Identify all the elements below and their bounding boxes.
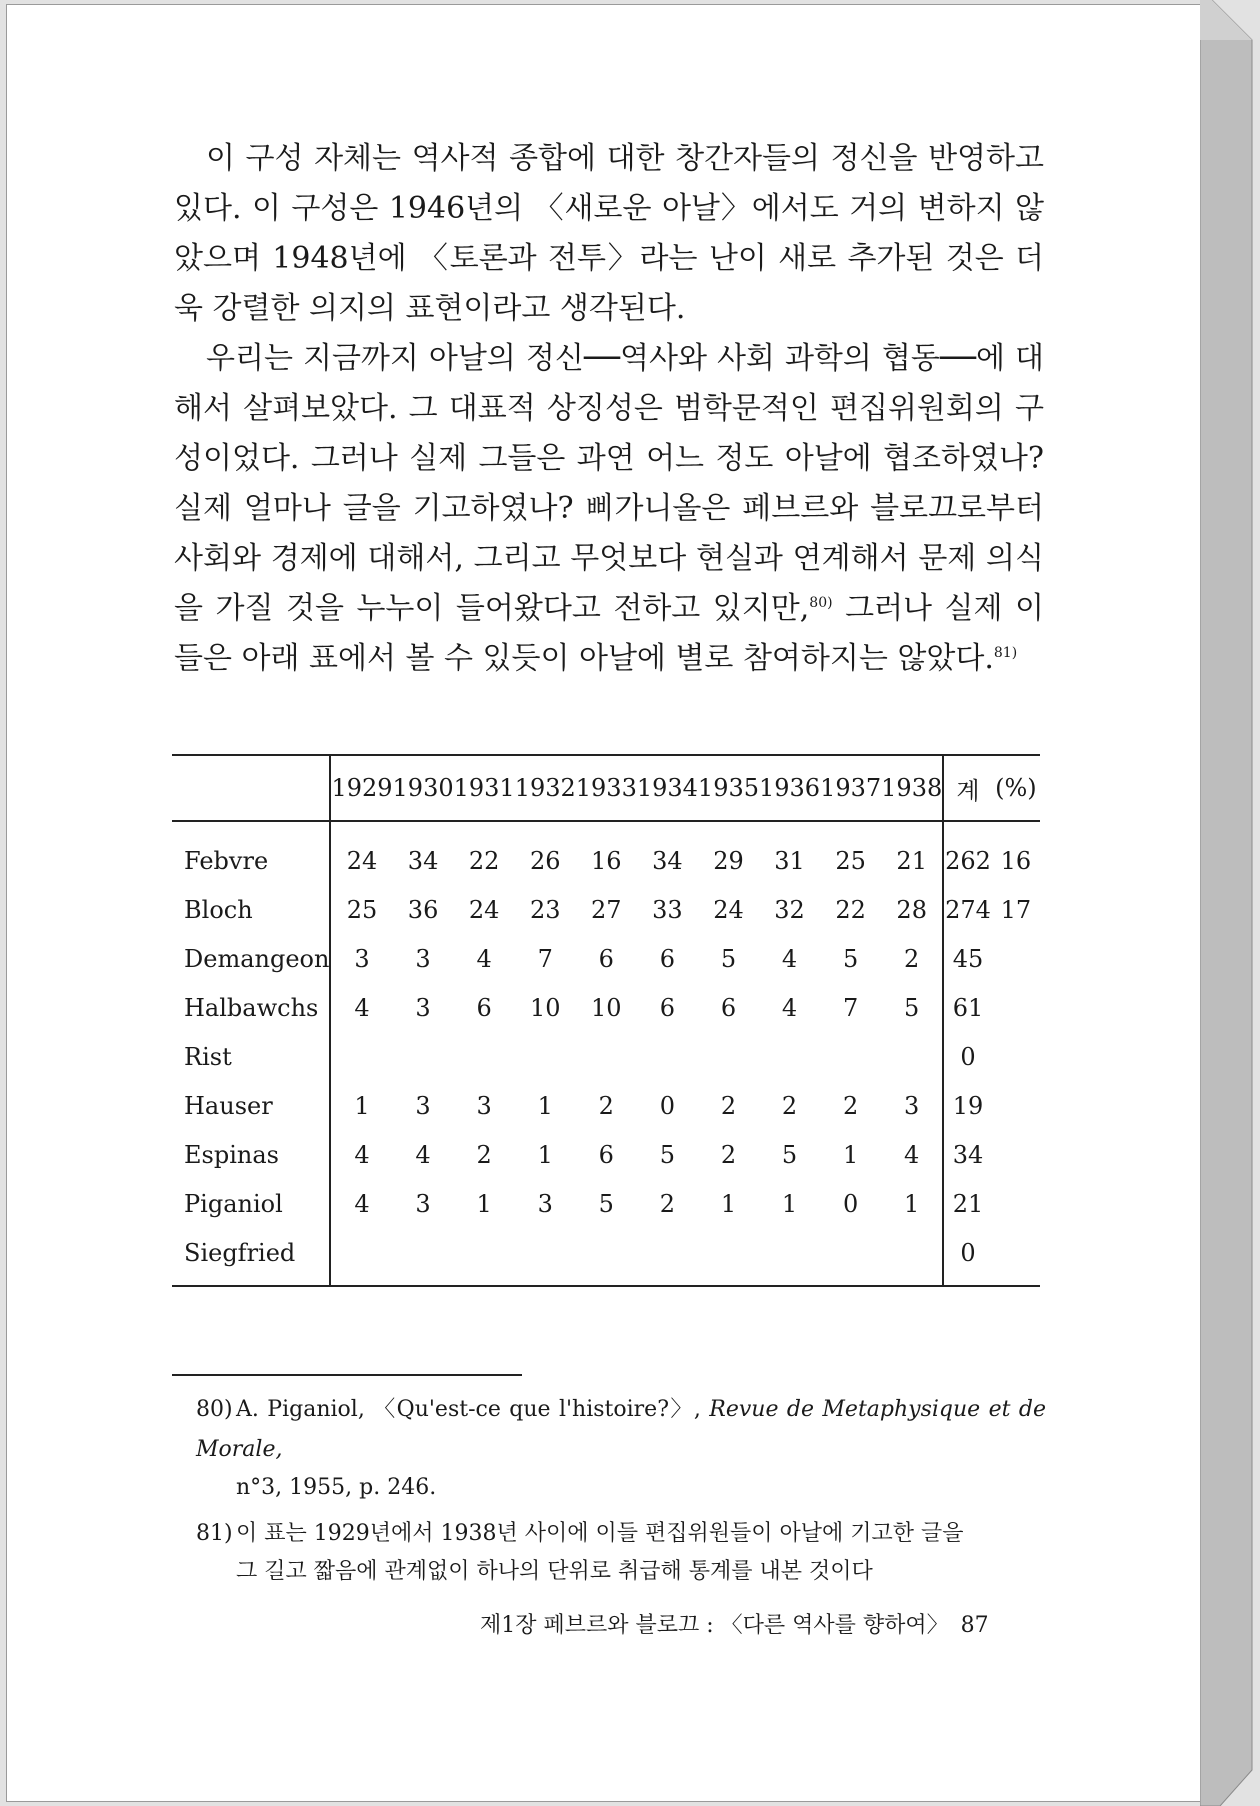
row-name-cell: Hauser: [184, 1091, 273, 1120]
row-name-cell: Halbawchs: [184, 993, 319, 1022]
footnote-text: A. Piganiol, 〈Qu'est-ce que l'histoire?〉,: [236, 1397, 710, 1422]
data-cell: 1: [476, 1189, 492, 1218]
data-cell: 5: [781, 1140, 798, 1169]
data-cell: 61: [943, 983, 992, 1032]
data-cell: 0: [943, 1032, 992, 1081]
data-cell: 1: [842, 1140, 859, 1169]
running-title: 제1장 페브르와 블로끄 : 〈다른 역사를 향하여〉: [480, 1613, 949, 1638]
data-cell: 10: [591, 993, 622, 1022]
data-cell: [393, 1228, 454, 1286]
table-row: [172, 821, 1040, 885]
row-name-cell: Febvre: [184, 846, 269, 875]
data-cell: 17: [1000, 895, 1032, 924]
data-cell: 6: [720, 993, 737, 1022]
row-name-cell: Piganiol: [184, 1189, 283, 1218]
data-cell: 36: [407, 895, 439, 924]
data-cell: 274: [943, 885, 992, 934]
data-cell: 0: [842, 1189, 859, 1218]
data-cell: 23: [529, 895, 561, 924]
footnote-rule: [172, 1374, 522, 1376]
data-cell: 4: [330, 983, 392, 1032]
data-cell: 26: [529, 846, 561, 875]
data-cell: 4: [415, 1140, 431, 1169]
data-cell: 34: [407, 846, 439, 875]
data-cell: 3: [415, 1189, 431, 1218]
table-row: [172, 934, 1040, 983]
data-cell: 1: [537, 1140, 553, 1169]
data-cell: 21: [896, 846, 927, 875]
data-cell: 28: [896, 895, 927, 924]
data-cell: 6: [598, 1140, 614, 1169]
data-cell: 2: [659, 1189, 676, 1218]
row-name-cell: Rist: [184, 1042, 232, 1071]
header-cell: 1938: [881, 755, 943, 821]
data-cell: 31: [774, 846, 805, 875]
footnote-number: 81): [196, 1521, 233, 1546]
data-cell: [454, 1032, 515, 1081]
data-cell: 7: [537, 944, 553, 973]
data-cell: 4: [476, 944, 492, 973]
header-cell: 1933: [576, 755, 637, 821]
data-cell: 25: [835, 846, 866, 875]
header-cell: 1930: [393, 755, 454, 821]
data-cell: 21: [943, 1179, 992, 1228]
data-cell: 6: [659, 993, 676, 1022]
data-cell: 6: [659, 944, 676, 973]
header-cell: 1929: [330, 755, 392, 821]
data-cell: [759, 1032, 820, 1081]
data-cell: 24: [468, 895, 500, 924]
paragraph-2-tail: 그러나 실제 이들은 아래 표에서 볼 수 있듯이 아날에 별로 참여하지는 않았다.: [174, 591, 1045, 676]
footnote-ref-80: 80): [809, 595, 833, 611]
data-cell: [992, 1179, 1040, 1228]
data-cell: 3: [476, 1091, 492, 1120]
data-cell: 1: [720, 1189, 737, 1218]
data-cell: [820, 1032, 881, 1081]
table-row: [172, 1130, 1040, 1179]
footnote-number: 80): [196, 1397, 233, 1422]
data-cell: 22: [835, 895, 866, 924]
data-cell: 262: [943, 821, 992, 885]
table-row: [172, 885, 1040, 934]
data-cell: 2: [904, 944, 920, 973]
data-cell: [992, 983, 1040, 1032]
data-cell: 3: [904, 1091, 920, 1120]
data-cell: [992, 1228, 1040, 1286]
data-cell: 4: [904, 1140, 920, 1169]
table-row: [172, 1228, 1040, 1286]
data-cell: 2: [842, 1091, 859, 1120]
data-cell: 10: [529, 993, 561, 1022]
data-cell: [881, 1228, 943, 1286]
data-cell: 24: [330, 821, 392, 885]
header-cell: 1931: [454, 755, 515, 821]
data-cell: [330, 1032, 392, 1081]
data-cell: [992, 934, 1040, 983]
data-cell: 5: [720, 944, 737, 973]
paragraph-2: [174, 334, 1044, 684]
header-cell: 계: [943, 755, 992, 821]
data-cell: [698, 1228, 759, 1286]
data-cell: 2: [720, 1140, 737, 1169]
data-cell: 6: [476, 993, 492, 1022]
row-name-cell: Siegfried: [172, 1228, 330, 1286]
data-cell: [637, 1228, 698, 1286]
data-cell: 24: [713, 895, 744, 924]
data-cell: 5: [598, 1189, 614, 1218]
data-cell: 1: [537, 1091, 553, 1120]
data-cell: 16: [1000, 846, 1032, 875]
data-cell: 0: [659, 1091, 676, 1120]
header-cell: 1935: [698, 755, 759, 821]
data-cell: 16: [591, 846, 622, 875]
contribution-table: [172, 754, 1040, 1287]
header-cell: (%): [992, 755, 1040, 821]
footnote-81: [196, 1514, 1046, 1592]
data-cell: 25: [330, 885, 392, 934]
data-cell: 6: [598, 944, 614, 973]
data-cell: 5: [904, 993, 920, 1022]
data-cell: [576, 1032, 637, 1081]
book-edge: [1200, 0, 1260, 1806]
data-cell: 34: [652, 846, 683, 875]
data-cell: 33: [652, 895, 683, 924]
data-cell: 7: [842, 993, 859, 1022]
row-name-cell: Demangeon: [184, 944, 330, 973]
data-cell: 2: [781, 1091, 798, 1120]
header-cell: 1936: [759, 755, 820, 821]
header-cell: 1934: [637, 755, 698, 821]
data-cell: 27: [591, 895, 622, 924]
table-row: [172, 1081, 1040, 1130]
paragraph-1: 이 구성 자체는 역사적 종합에 대한 창간자들의 정신을 반영하고 있다. 이 구성은 1946년의 〈새로운 아날〉에서도 거의 변하지 않았으며 1948년에 〈토론과 전투〉라는 난이 새로 추가된 것은 더욱 강렬한 의지의 표현이라고 생각된다.: [174, 141, 1044, 326]
table-row: [172, 983, 1040, 1032]
footnote-text: 이 표는 1929년에서 1938년 사이에 이들 편집위원들이 아날에 기고한 글을: [236, 1521, 964, 1546]
data-cell: 5: [659, 1140, 676, 1169]
data-cell: 34: [943, 1130, 992, 1179]
data-cell: [992, 1081, 1040, 1130]
data-cell: 3: [415, 944, 431, 973]
data-cell: [393, 1032, 454, 1081]
table-row: [172, 1032, 1040, 1081]
data-cell: 4: [781, 993, 798, 1022]
data-cell: 0: [943, 1228, 992, 1286]
header-cell: 1932: [515, 755, 576, 821]
data-cell: 45: [943, 934, 992, 983]
footnotes: [196, 1390, 1046, 1598]
data-cell: 2: [598, 1091, 614, 1120]
running-footer: [480, 1608, 1020, 1639]
table-row: [172, 1179, 1040, 1228]
table-header-row: [172, 755, 1040, 821]
data-cell: [698, 1032, 759, 1081]
data-cell: [576, 1228, 637, 1286]
data-cell: [515, 1228, 576, 1286]
body-text: [174, 134, 1044, 684]
data-cell: 2: [720, 1091, 737, 1120]
data-cell: 4: [781, 944, 798, 973]
data-cell: [759, 1228, 820, 1286]
footnote-80: [196, 1390, 1046, 1508]
data-cell: 1: [781, 1189, 798, 1218]
header-cell: [172, 755, 330, 821]
data-cell: 3: [537, 1189, 553, 1218]
footnote-journal: Revue de Metaphysique et de Morale,: [196, 1397, 1046, 1462]
footnote-ref-81: 81): [993, 645, 1018, 661]
footnote-text: n°3, 1955, p. 246.: [236, 1475, 437, 1500]
row-name-cell: Espinas: [184, 1140, 279, 1169]
data-cell: [820, 1228, 881, 1286]
page-number: 87: [960, 1613, 989, 1638]
data-cell: 19: [943, 1081, 992, 1130]
data-cell: 1: [330, 1081, 392, 1130]
data-cell: 29: [713, 846, 744, 875]
data-cell: [454, 1228, 515, 1286]
data-cell: [515, 1032, 576, 1081]
row-name-cell: Bloch: [184, 895, 253, 924]
data-cell: [637, 1032, 698, 1081]
data-cell: [330, 1228, 392, 1286]
header-cell: 1937: [820, 755, 881, 821]
data-cell: 4: [330, 1130, 392, 1179]
data-cell: 2: [476, 1140, 492, 1169]
data-cell: 3: [415, 1091, 431, 1120]
data-cell: [992, 1130, 1040, 1179]
data-cell: 3: [330, 934, 392, 983]
footnote-text: 그 길고 짧음에 관계없이 하나의 단위로 취급해 통계를 내본 것이다: [236, 1559, 873, 1584]
data-cell: [881, 1032, 943, 1081]
data-cell: 4: [330, 1179, 392, 1228]
data-cell: 1: [904, 1189, 920, 1218]
paragraph-2-text: 우리는 지금까지 아날의 정신──역사와 사회 과학의 협동──에 대해서 살펴보았다. 그 대표적 상징성은 범학문적인 편집위원회의 구성이었다. 그러나 실제 그들은 과연 어느 정도 아날에 협조하였나? 실제 얼마나 글을 기고하였나? 삐가니올은 페브르와 블로끄로부터 사회와 경제에 대해서, 그리고 무엇보다 현실과 연계해서 문제 의식을 가질 것을 누누이 들어왔다고 전하고 있지만,: [174, 341, 1044, 626]
data-cell: 5: [842, 944, 859, 973]
data-cell: 3: [415, 993, 431, 1022]
data-cell: [992, 1032, 1040, 1081]
data-cell: 22: [468, 846, 500, 875]
data-cell: 32: [774, 895, 805, 924]
